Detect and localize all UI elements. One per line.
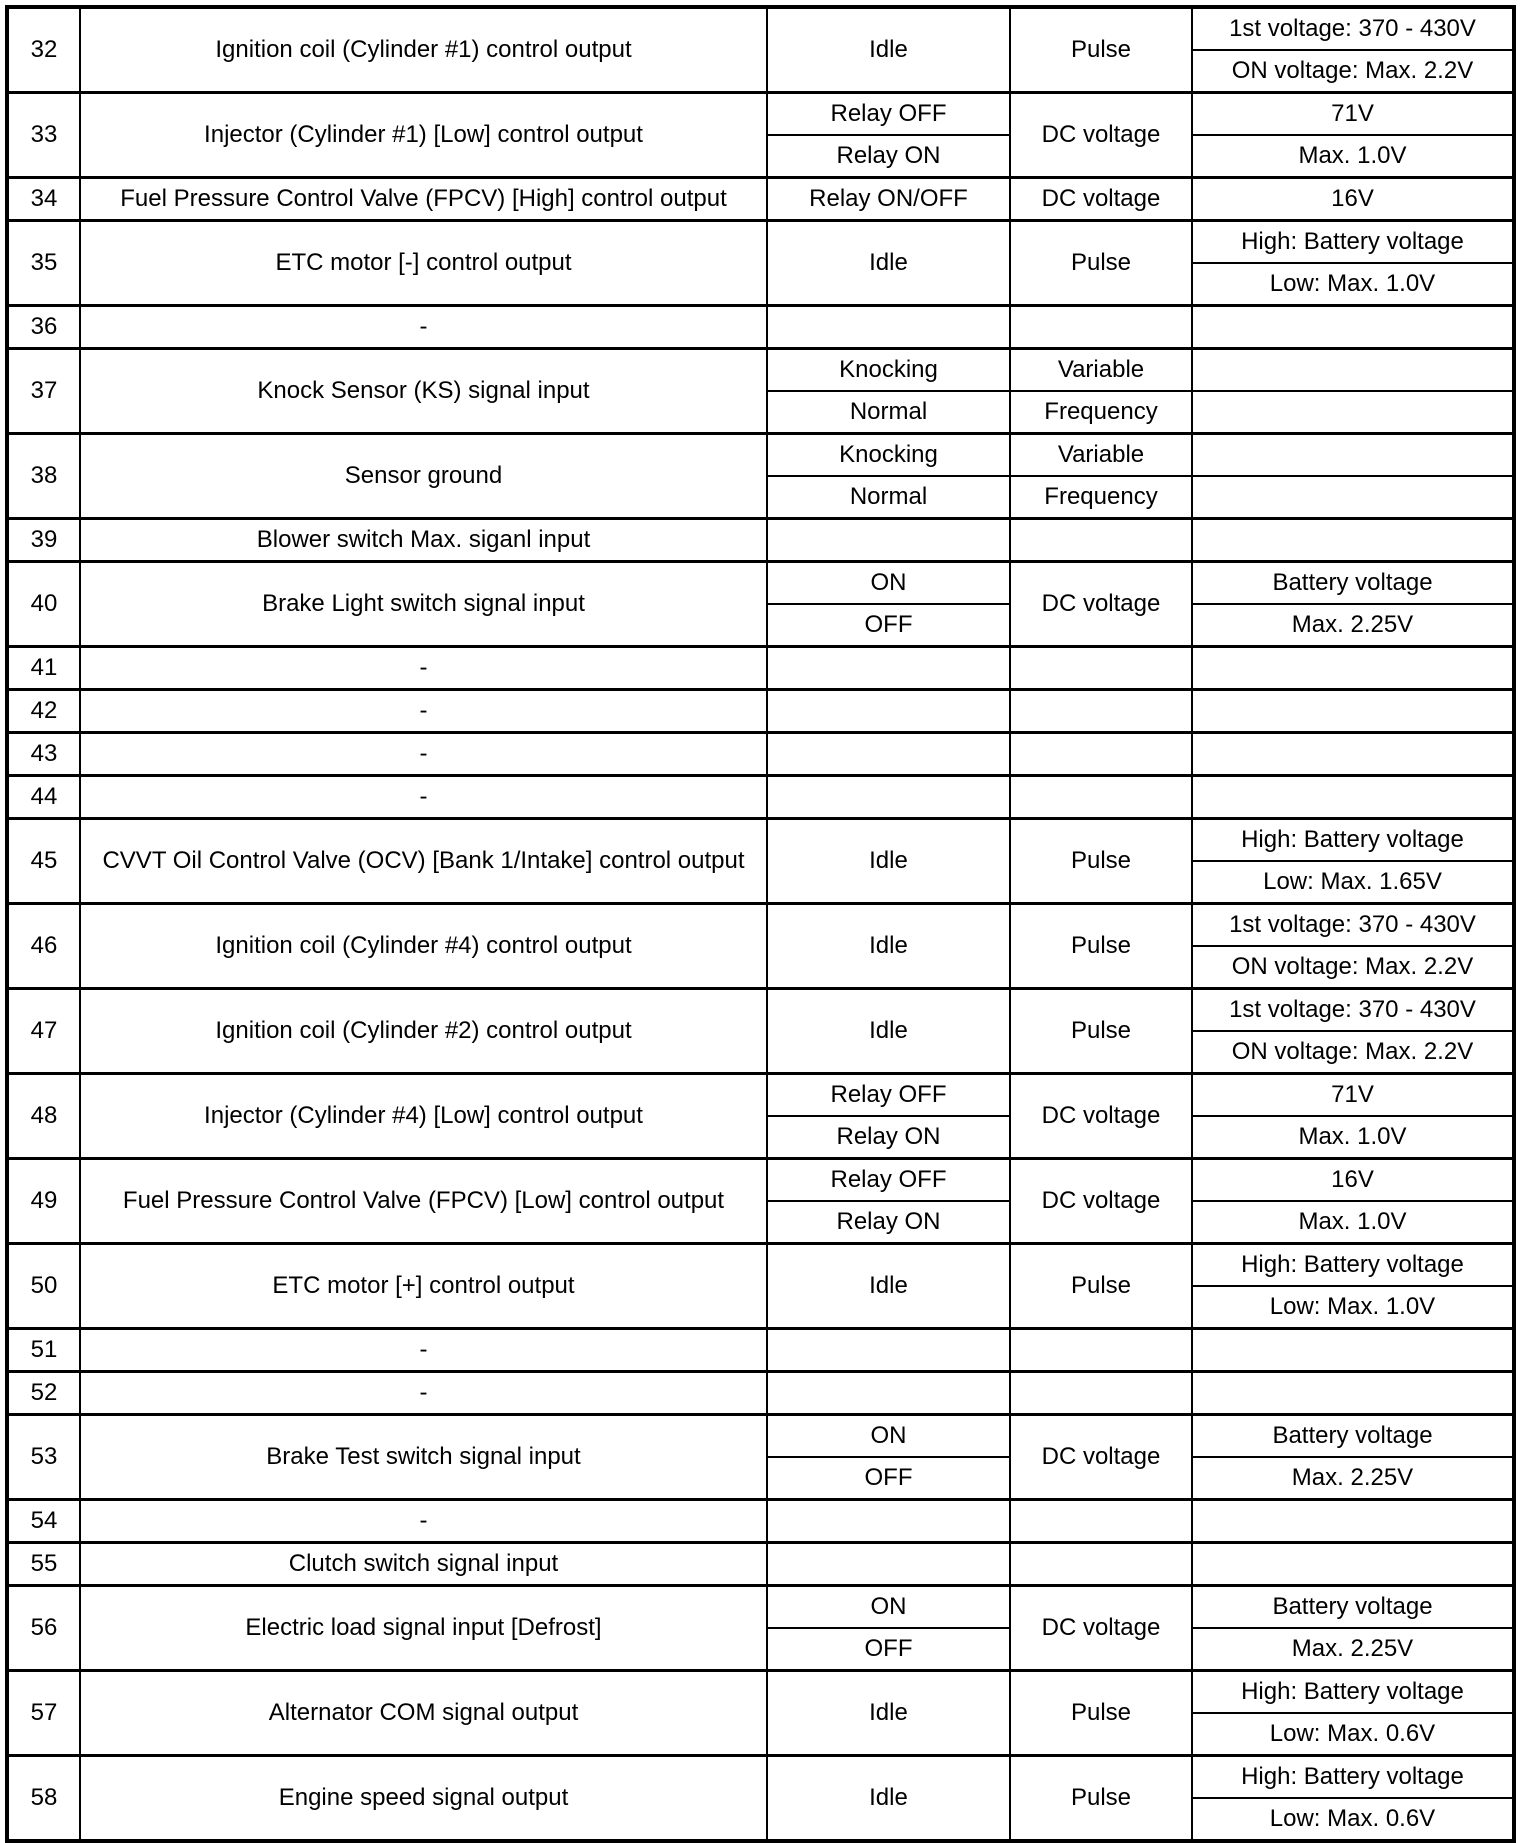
- pin-cell: 42: [7, 690, 80, 733]
- type-cell: [1010, 519, 1192, 562]
- type-cell: [1010, 1500, 1192, 1543]
- pin-cell: 52: [7, 1372, 80, 1415]
- condition-cell: [767, 647, 1010, 690]
- condition-cell: Idle: [767, 221, 1010, 306]
- table-row: [7, 7, 1514, 50]
- description-cell: -: [80, 690, 767, 733]
- value-cell: 71V: [1192, 1074, 1514, 1117]
- value-cell: [1192, 647, 1514, 690]
- pin-cell: 56: [7, 1586, 80, 1671]
- type-cell: [1010, 776, 1192, 819]
- description-cell: Sensor ground: [80, 434, 767, 519]
- value-cell: 71V: [1192, 93, 1514, 136]
- condition-cell: Normal: [767, 391, 1010, 434]
- type-cell: DC voltage: [1010, 562, 1192, 647]
- description-cell: Injector (Cylinder #4) [Low] control output: [80, 1074, 767, 1159]
- description-cell: Blower switch Max. siganl input: [80, 519, 767, 562]
- condition-cell: Relay ON: [767, 1201, 1010, 1244]
- value-cell: 16V: [1192, 178, 1514, 221]
- pin-cell: 44: [7, 776, 80, 819]
- type-cell: [1010, 306, 1192, 349]
- pin-cell: 53: [7, 1415, 80, 1500]
- value-cell: [1192, 776, 1514, 819]
- value-cell: High: Battery voltage: [1192, 221, 1514, 264]
- value-cell: 1st voltage: 370 - 430V: [1192, 7, 1514, 50]
- pin-cell: 57: [7, 1671, 80, 1756]
- description-cell: -: [80, 647, 767, 690]
- pin-cell: 39: [7, 519, 80, 562]
- table-row: [7, 306, 1514, 349]
- description-cell: Fuel Pressure Control Valve (FPCV) [High] control output: [80, 178, 767, 221]
- value-cell: 1st voltage: 370 - 430V: [1192, 989, 1514, 1032]
- pin-cell: 51: [7, 1329, 80, 1372]
- value-cell: [1192, 519, 1514, 562]
- value-cell: [1192, 1329, 1514, 1372]
- condition-cell: ON: [767, 1586, 1010, 1629]
- condition-cell: ON: [767, 562, 1010, 605]
- condition-cell: Idle: [767, 989, 1010, 1074]
- description-cell: ETC motor [+] control output: [80, 1244, 767, 1329]
- condition-cell: [767, 1500, 1010, 1543]
- table-row: [7, 434, 1514, 477]
- type-cell: Pulse: [1010, 819, 1192, 904]
- value-cell: [1192, 1372, 1514, 1415]
- value-cell: High: Battery voltage: [1192, 1244, 1514, 1287]
- value-cell: 16V: [1192, 1159, 1514, 1202]
- table-row: [7, 1671, 1514, 1714]
- type-cell: DC voltage: [1010, 1074, 1192, 1159]
- type-cell: DC voltage: [1010, 178, 1192, 221]
- table-row: [7, 562, 1514, 605]
- type-cell: [1010, 1543, 1192, 1586]
- condition-cell: OFF: [767, 1628, 1010, 1671]
- table-row: [7, 1329, 1514, 1372]
- value-cell: ON voltage: Max. 2.2V: [1192, 1031, 1514, 1074]
- description-cell: CVVT Oil Control Valve (OCV) [Bank 1/Intake] control output: [80, 819, 767, 904]
- value-cell: ON voltage: Max. 2.2V: [1192, 946, 1514, 989]
- type-cell: Pulse: [1010, 1756, 1192, 1842]
- type-cell: [1010, 690, 1192, 733]
- table-row: [7, 221, 1514, 264]
- table-row: [7, 178, 1514, 221]
- condition-cell: Idle: [767, 904, 1010, 989]
- condition-cell: ON: [767, 1415, 1010, 1458]
- value-cell: Max. 1.0V: [1192, 135, 1514, 178]
- pin-cell: 45: [7, 819, 80, 904]
- pin-cell: 38: [7, 434, 80, 519]
- condition-cell: [767, 690, 1010, 733]
- pin-cell: 37: [7, 349, 80, 434]
- description-cell: Electric load signal input [Defrost]: [80, 1586, 767, 1671]
- value-cell: Battery voltage: [1192, 1586, 1514, 1629]
- table-row: [7, 1415, 1514, 1458]
- value-cell: Battery voltage: [1192, 1415, 1514, 1458]
- table-row: [7, 1074, 1514, 1117]
- table-row: [7, 733, 1514, 776]
- table-row: [7, 93, 1514, 136]
- type-cell: [1010, 647, 1192, 690]
- table-row: [7, 1244, 1514, 1287]
- value-cell: ON voltage: Max. 2.2V: [1192, 50, 1514, 93]
- description-cell: Ignition coil (Cylinder #4) control output: [80, 904, 767, 989]
- value-cell: Low: Max. 0.6V: [1192, 1713, 1514, 1756]
- pin-cell: 47: [7, 989, 80, 1074]
- pin-table-body: [7, 7, 1514, 1841]
- description-cell: Ignition coil (Cylinder #2) control output: [80, 989, 767, 1074]
- condition-cell: Idle: [767, 1244, 1010, 1329]
- condition-cell: Relay ON: [767, 1116, 1010, 1159]
- table-row: [7, 690, 1514, 733]
- value-cell: Low: Max. 1.65V: [1192, 861, 1514, 904]
- pin-cell: 49: [7, 1159, 80, 1244]
- type-cell: Frequency: [1010, 476, 1192, 519]
- condition-cell: Idle: [767, 1671, 1010, 1756]
- type-cell: Pulse: [1010, 1244, 1192, 1329]
- pin-cell: 33: [7, 93, 80, 178]
- condition-cell: Relay ON/OFF: [767, 178, 1010, 221]
- condition-cell: OFF: [767, 1457, 1010, 1500]
- value-cell: [1192, 434, 1514, 477]
- value-cell: High: Battery voltage: [1192, 1756, 1514, 1799]
- table-row: [7, 776, 1514, 819]
- condition-cell: [767, 306, 1010, 349]
- type-cell: Variable: [1010, 349, 1192, 392]
- description-cell: Injector (Cylinder #1) [Low] control output: [80, 93, 767, 178]
- type-cell: DC voltage: [1010, 1415, 1192, 1500]
- pin-cell: 48: [7, 1074, 80, 1159]
- description-cell: Brake Test switch signal input: [80, 1415, 767, 1500]
- value-cell: [1192, 349, 1514, 392]
- type-cell: Pulse: [1010, 1671, 1192, 1756]
- table-row: [7, 819, 1514, 862]
- value-cell: [1192, 306, 1514, 349]
- condition-cell: Idle: [767, 7, 1010, 93]
- value-cell: Max. 2.25V: [1192, 1457, 1514, 1500]
- pin-cell: 34: [7, 178, 80, 221]
- description-cell: Ignition coil (Cylinder #1) control output: [80, 7, 767, 93]
- table-row: [7, 989, 1514, 1032]
- value-cell: Low: Max. 1.0V: [1192, 263, 1514, 306]
- type-cell: Frequency: [1010, 391, 1192, 434]
- condition-cell: [767, 1543, 1010, 1586]
- type-cell: [1010, 733, 1192, 776]
- value-cell: Max. 1.0V: [1192, 1201, 1514, 1244]
- condition-cell: Knocking: [767, 349, 1010, 392]
- condition-cell: Idle: [767, 819, 1010, 904]
- condition-cell: Relay OFF: [767, 1074, 1010, 1117]
- type-cell: DC voltage: [1010, 1586, 1192, 1671]
- value-cell: High: Battery voltage: [1192, 1671, 1514, 1714]
- description-cell: -: [80, 776, 767, 819]
- condition-cell: Idle: [767, 1756, 1010, 1842]
- pin-cell: 43: [7, 733, 80, 776]
- pin-cell: 32: [7, 7, 80, 93]
- description-cell: Engine speed signal output: [80, 1756, 767, 1842]
- table-row: [7, 519, 1514, 562]
- description-cell: Knock Sensor (KS) signal input: [80, 349, 767, 434]
- value-cell: Low: Max. 1.0V: [1192, 1286, 1514, 1329]
- table-row: [7, 1586, 1514, 1629]
- value-cell: Max. 2.25V: [1192, 604, 1514, 647]
- value-cell: Low: Max. 0.6V: [1192, 1798, 1514, 1841]
- type-cell: DC voltage: [1010, 1159, 1192, 1244]
- description-cell: Clutch switch signal input: [80, 1543, 767, 1586]
- type-cell: Pulse: [1010, 7, 1192, 93]
- type-cell: Pulse: [1010, 989, 1192, 1074]
- value-cell: 1st voltage: 370 - 430V: [1192, 904, 1514, 947]
- type-cell: Variable: [1010, 434, 1192, 477]
- pin-cell: 54: [7, 1500, 80, 1543]
- table-row: [7, 1500, 1514, 1543]
- value-cell: High: Battery voltage: [1192, 819, 1514, 862]
- condition-cell: OFF: [767, 604, 1010, 647]
- pin-cell: 41: [7, 647, 80, 690]
- pin-cell: 50: [7, 1244, 80, 1329]
- table-row: [7, 1756, 1514, 1799]
- value-cell: Max. 2.25V: [1192, 1628, 1514, 1671]
- condition-cell: [767, 776, 1010, 819]
- pin-cell: 36: [7, 306, 80, 349]
- condition-cell: Normal: [767, 476, 1010, 519]
- pin-assignment-table: [5, 5, 1516, 1843]
- table-row: [7, 1372, 1514, 1415]
- condition-cell: Relay OFF: [767, 93, 1010, 136]
- type-cell: [1010, 1372, 1192, 1415]
- condition-cell: [767, 1372, 1010, 1415]
- condition-cell: [767, 519, 1010, 562]
- description-cell: Fuel Pressure Control Valve (FPCV) [Low] control output: [80, 1159, 767, 1244]
- value-cell: [1192, 690, 1514, 733]
- table-row: [7, 1543, 1514, 1586]
- table-row: [7, 904, 1514, 947]
- condition-cell: Relay OFF: [767, 1159, 1010, 1202]
- type-cell: Pulse: [1010, 904, 1192, 989]
- value-cell: [1192, 476, 1514, 519]
- table-row: [7, 647, 1514, 690]
- value-cell: [1192, 391, 1514, 434]
- pin-cell: 35: [7, 221, 80, 306]
- table-row: [7, 349, 1514, 392]
- pin-cell: 55: [7, 1543, 80, 1586]
- description-cell: Alternator COM signal output: [80, 1671, 767, 1756]
- description-cell: ETC motor [-] control output: [80, 221, 767, 306]
- pin-cell: 46: [7, 904, 80, 989]
- description-cell: -: [80, 306, 767, 349]
- condition-cell: Relay ON: [767, 135, 1010, 178]
- type-cell: Pulse: [1010, 221, 1192, 306]
- description-cell: -: [80, 1329, 767, 1372]
- condition-cell: [767, 733, 1010, 776]
- type-cell: [1010, 1329, 1192, 1372]
- pin-cell: 40: [7, 562, 80, 647]
- value-cell: [1192, 1500, 1514, 1543]
- description-cell: Brake Light switch signal input: [80, 562, 767, 647]
- description-cell: -: [80, 1372, 767, 1415]
- condition-cell: [767, 1329, 1010, 1372]
- description-cell: -: [80, 733, 767, 776]
- condition-cell: Knocking: [767, 434, 1010, 477]
- description-cell: -: [80, 1500, 767, 1543]
- pin-cell: 58: [7, 1756, 80, 1842]
- table-row: [7, 1159, 1514, 1202]
- value-cell: Max. 1.0V: [1192, 1116, 1514, 1159]
- value-cell: [1192, 733, 1514, 776]
- type-cell: DC voltage: [1010, 93, 1192, 178]
- value-cell: Battery voltage: [1192, 562, 1514, 605]
- value-cell: [1192, 1543, 1514, 1586]
